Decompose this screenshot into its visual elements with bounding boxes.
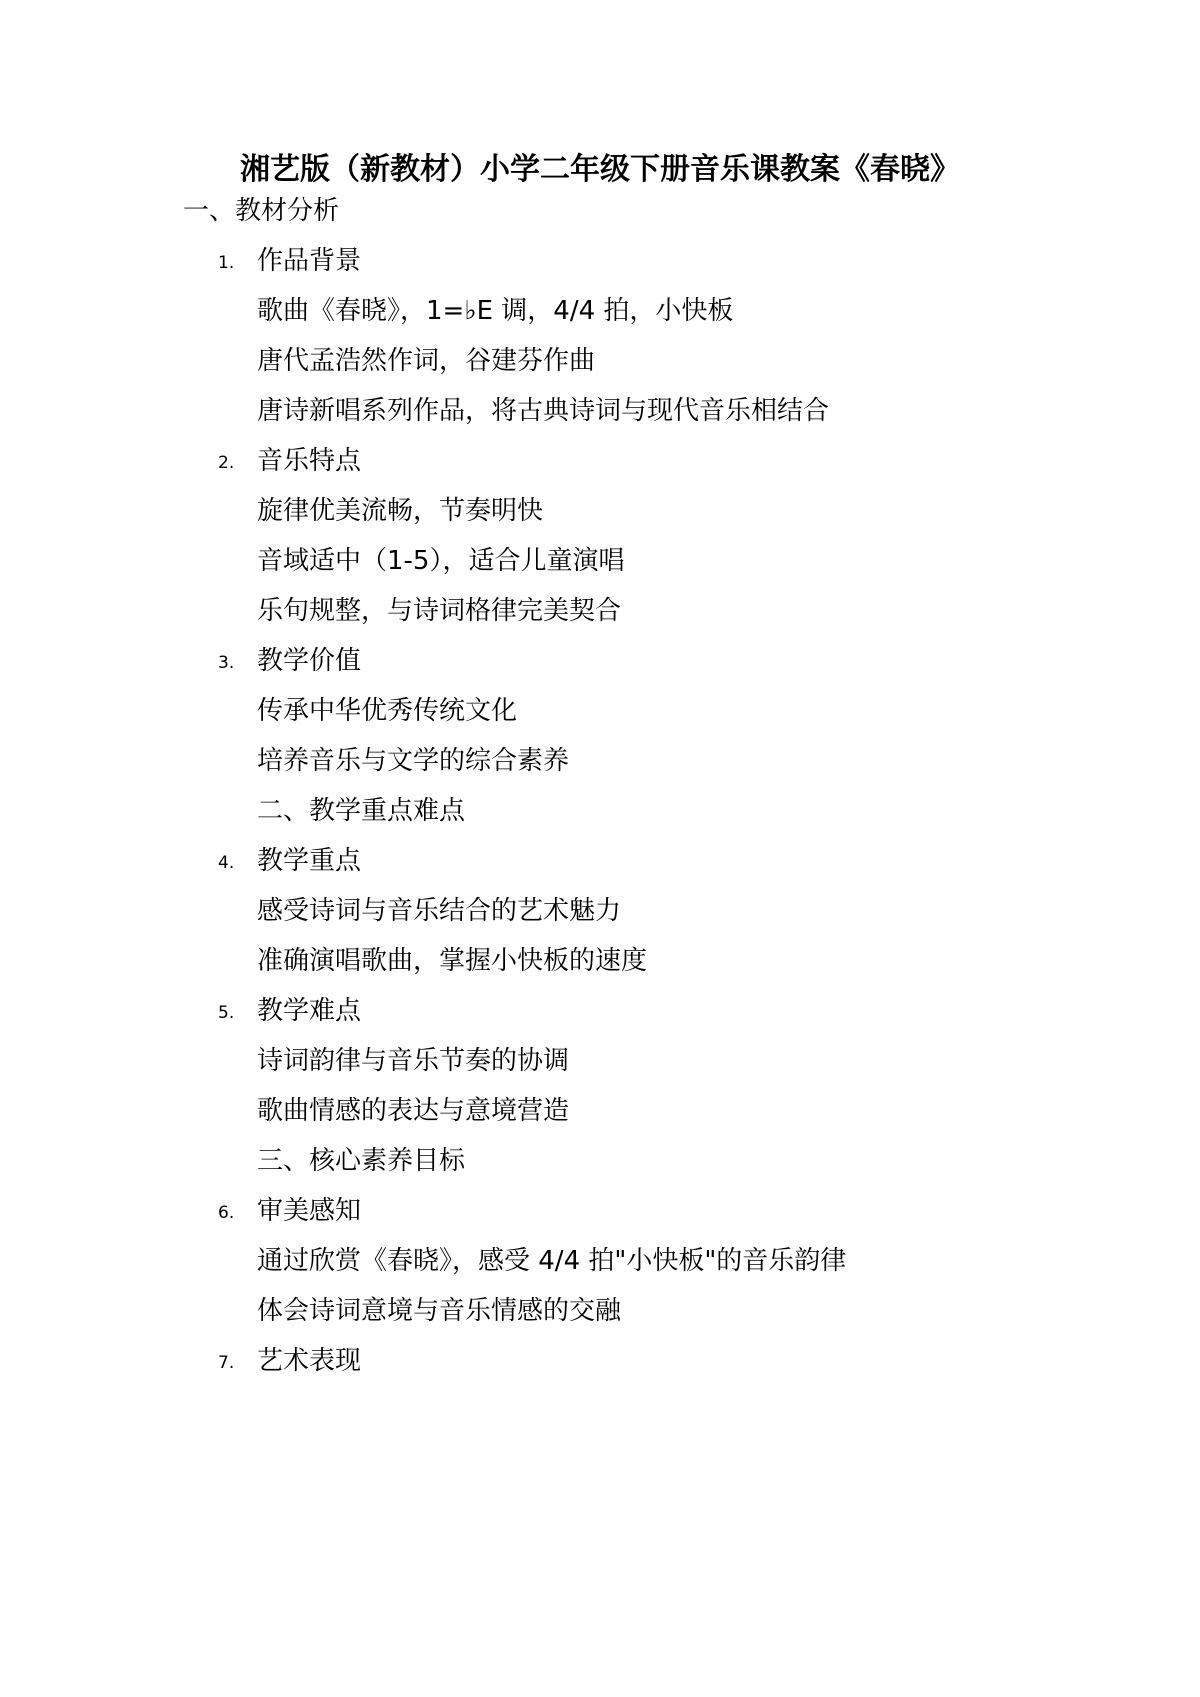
body-line: 传承中华优秀传统文化	[257, 696, 518, 726]
item-title-artistic-expression: 艺术表现	[257, 1346, 362, 1376]
body-line: 通过欣赏《春晓》，感受 4/4 拍"小快板"的音乐韵律	[257, 1246, 847, 1276]
body-line: 旋律优美流畅，节奏明快	[257, 496, 544, 526]
section-heading-core-literacy-goals: 三、核心素养目标	[257, 1146, 466, 1176]
item-title-teaching-focus: 教学重点	[257, 846, 362, 876]
list-number: 7.	[218, 1353, 235, 1373]
list-number: 1.	[218, 253, 235, 273]
body-line: 诗词韵律与音乐节奏的协调	[257, 1046, 570, 1076]
item-title-aesthetic-perception: 审美感知	[257, 1196, 362, 1226]
item-title-work-background: 作品背景	[257, 246, 362, 276]
body-line: 唐诗新唱系列作品，将古典诗词与现代音乐相结合	[257, 396, 830, 426]
document-title: 湘艺版（新教材）小学二年级下册音乐课教案《春晓》	[240, 152, 960, 187]
list-number: 4.	[218, 853, 235, 873]
section-heading-teaching-material-analysis: 一、教材分析	[183, 196, 340, 226]
list-number: 5.	[218, 1003, 235, 1023]
body-line: 歌曲《春晓》，1=♭E 调，4/4 拍，小快板	[257, 296, 734, 326]
body-line: 准确演唱歌曲，掌握小快板的速度	[257, 946, 648, 976]
body-line: 体会诗词意境与音乐情感的交融	[257, 1296, 622, 1326]
list-number: 6.	[218, 1203, 235, 1223]
body-line: 乐句规整，与诗词格律完美契合	[257, 596, 622, 626]
body-line: 歌曲情感的表达与意境营造	[257, 1096, 570, 1126]
item-title-teaching-value: 教学价值	[257, 646, 362, 676]
body-line: 培养音乐与文学的综合素养	[257, 746, 570, 776]
body-line: 唐代孟浩然作词，谷建芬作曲	[257, 346, 596, 376]
section-heading-key-difficult-points: 二、教学重点难点	[257, 796, 466, 826]
item-title-music-features: 音乐特点	[257, 446, 362, 476]
list-number: 2.	[218, 453, 235, 473]
list-number: 3.	[218, 653, 235, 673]
body-line: 感受诗词与音乐结合的艺术魅力	[257, 896, 622, 926]
body-line: 音域适中（1-5），适合儿童演唱	[257, 546, 625, 576]
item-title-teaching-difficulty: 教学难点	[257, 996, 362, 1026]
